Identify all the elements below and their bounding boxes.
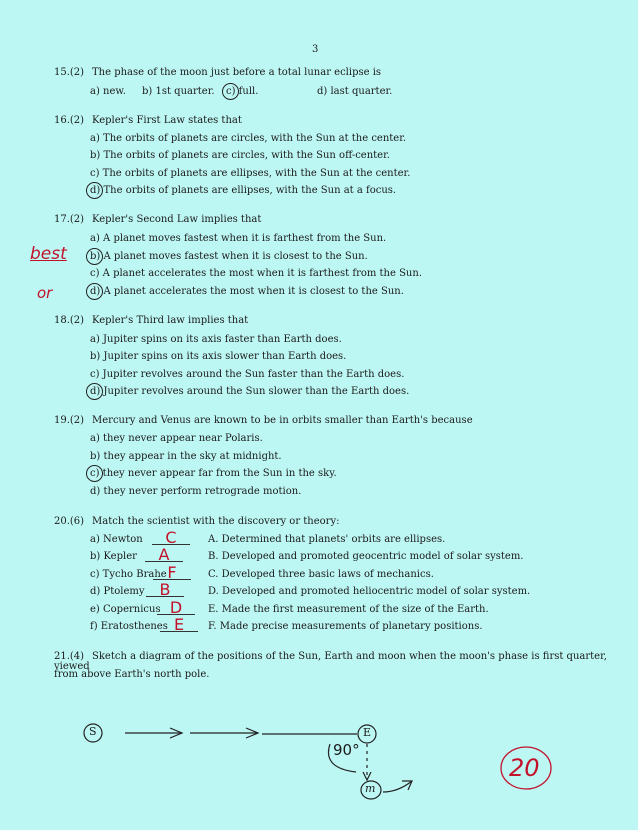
answer-circle xyxy=(86,248,103,265)
question-text-continued: from above Earth's north pole. xyxy=(54,669,210,680)
discovery-d: D. Developed and promoted heliocentric model of solar system. xyxy=(208,586,531,597)
question-number: 16.(2) xyxy=(54,115,85,126)
question-18 xyxy=(54,316,248,326)
scientist-newton: a) Newton xyxy=(90,534,143,545)
question-text: Mercury and Venus are known to be in orbits smaller than Earth's because xyxy=(92,415,473,426)
question-16 xyxy=(54,116,242,126)
q15-option-d: d) last quarter. xyxy=(317,86,393,97)
q16-option-c: c) The orbits of planets are ellipses, with the Sun at the center. xyxy=(90,168,411,179)
answer-circle xyxy=(86,383,103,400)
note-or: or xyxy=(37,284,53,302)
q17-option-a: a) A planet moves fastest when it is farthest from the Sun. xyxy=(90,233,387,244)
discovery-a: A. Determined that planets' orbits are ellipses. xyxy=(208,534,446,545)
question-number: 19.(2) xyxy=(54,415,85,426)
match-answer[interactable]: C xyxy=(152,531,190,545)
match-answer[interactable]: E xyxy=(160,618,198,632)
question-text: Kepler's Third law implies that xyxy=(92,315,249,326)
sun-label: S xyxy=(89,725,97,738)
score: 20 xyxy=(509,754,540,782)
scientist-tycho-brahe: c) Tycho Brahe xyxy=(90,569,167,580)
q19-option-a: a) they never appear near Polaris. xyxy=(90,433,263,444)
q19-option-d: d) they never perform retrograde motion. xyxy=(90,486,302,497)
note-best: best xyxy=(30,244,67,264)
q17-option-c: c) A planet accelerates the most when it is farthest from the Sun. xyxy=(90,268,422,279)
moon-label: m xyxy=(365,782,376,795)
question-number: 15.(2) xyxy=(54,67,85,78)
q18-option-a: a) Jupiter spins on its axis faster than Earth does. xyxy=(90,334,342,345)
question-text: Match the scientist with the discovery or theory: xyxy=(92,516,340,527)
answer-circle xyxy=(86,283,103,300)
q19-option-c: c) they never appear far from the Sun in the sky. xyxy=(90,468,337,479)
question-20 xyxy=(54,517,340,527)
answer-circle xyxy=(222,83,239,100)
match-answer[interactable]: F xyxy=(153,566,191,580)
question-number: 21.(4) xyxy=(54,651,85,662)
discovery-e: E. Made the first measurement of the size of the Earth. xyxy=(208,604,489,615)
q16-option-a: a) The orbits of planets are circles, with the Sun at the center. xyxy=(90,133,407,144)
page-number: 3 xyxy=(312,44,319,55)
question-17 xyxy=(54,215,261,225)
question-number: 18.(2) xyxy=(54,315,85,326)
answer-circle xyxy=(86,465,103,482)
question-text: The phase of the moon just before a total lunar eclipse is xyxy=(92,67,382,78)
q18-option-b: b) Jupiter spins on its axis slower than Earth does. xyxy=(90,351,347,362)
q15-option-a: a) new. xyxy=(90,86,126,97)
scientist-copernicus: e) Copernicus xyxy=(90,604,161,615)
scientist-ptolemy: d) Ptolemy xyxy=(90,586,145,597)
q17-option-d: d) A planet accelerates the most when it is closest to the Sun. xyxy=(90,286,404,297)
scientist-eratosthenes: f) Eratosthenes xyxy=(90,621,168,632)
angle-label: 90° xyxy=(333,741,360,759)
match-answer[interactable]: A xyxy=(145,548,183,562)
q17-option-b: b) A planet moves fastest when it is closest to the Sun. xyxy=(90,251,368,262)
answer-circle xyxy=(86,182,103,199)
discovery-b: B. Developed and promoted geocentric model of solar system. xyxy=(208,551,524,562)
earth-label: E xyxy=(363,726,372,739)
match-answer[interactable]: B xyxy=(146,583,184,597)
scientist-kepler: b) Kepler xyxy=(90,551,137,562)
question-19 xyxy=(54,416,473,426)
q18-option-d: d) Jupiter revolves around the Sun slower than the Earth does. xyxy=(90,386,410,397)
question-number: 20.(6) xyxy=(54,516,85,527)
match-answer[interactable]: D xyxy=(157,601,195,615)
q19-option-b: b) they appear in the sky at midnight. xyxy=(90,451,282,462)
question-text: Kepler's Second Law implies that xyxy=(92,214,262,225)
discovery-f: F. Made precise measurements of planetary positions. xyxy=(208,621,483,632)
q18-option-c: c) Jupiter revolves around the Sun faster than the Earth does. xyxy=(90,369,405,380)
question-text: Kepler's First Law states that xyxy=(92,115,242,126)
question-text: Sketch a diagram of the positions of the Sun, Earth and moon when the moon's phase is first quarter, viewed xyxy=(54,651,607,672)
q15-option-c: c) full. xyxy=(226,86,259,97)
q16-option-b: b) The orbits of planets are circles, with the Sun off-center. xyxy=(90,150,390,161)
q15-option-b: b) 1st quarter. xyxy=(142,86,215,97)
discovery-c: C. Developed three basic laws of mechanics. xyxy=(208,569,434,580)
q16-option-d: d) The orbits of planets are ellipses, with the Sun at a focus. xyxy=(90,185,397,196)
question-number: 17.(2) xyxy=(54,214,85,225)
question-15 xyxy=(54,68,381,78)
